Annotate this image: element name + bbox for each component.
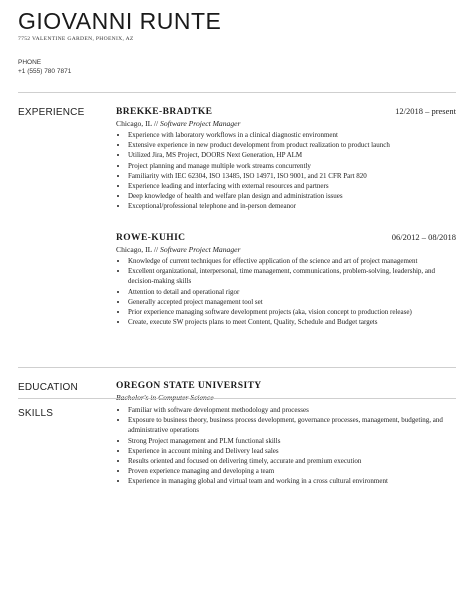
- company-name: BREKKE-BRADTKE: [116, 107, 213, 117]
- phone-label: PHONE: [18, 59, 42, 66]
- job-entry: [116, 106, 456, 212]
- section-divider: [18, 92, 456, 93]
- list-item: • Extensive experience in new product development from product realization to product launch: [128, 140, 456, 150]
- list-item: • Knowledge of current techniques for effective application of the science and art of project management: [128, 256, 456, 266]
- list-item: • Attention to detail and operational rigor: [128, 287, 456, 297]
- company-name: ROWE-KUHIC: [116, 233, 186, 243]
- list-item: • Experience in managing global and virtual team and working in a cross cultural environment: [128, 476, 456, 486]
- candidate-name: GIOVANNI RUNTE: [18, 8, 222, 34]
- phone-number: +1 (555) 780 7871: [18, 68, 72, 75]
- education-heading: EDUCATION: [18, 382, 78, 393]
- job-dates: 12/2018 – present: [395, 106, 456, 116]
- list-item: • Experience with laboratory workflows in a clinical diagnostic environment: [128, 130, 456, 140]
- list-item: • Experience leading and interfacing with external resources and partners: [128, 181, 456, 191]
- job-role: Software Project Manager: [160, 119, 241, 128]
- experience-heading: EXPERIENCE: [18, 107, 85, 118]
- list-item: • Proven experience managing and developing a team: [128, 466, 456, 476]
- job-location-role: [116, 245, 456, 254]
- job-location: Chicago, IL //: [116, 245, 159, 254]
- list-item: • Create, execute SW projects plans to meet Content, Quality, Schedule and Budget targets: [128, 317, 456, 327]
- job-bullets: [116, 130, 456, 212]
- degree: Bachelor's in Computer Science: [116, 393, 214, 402]
- list-item: • Deep knowledge of health and welfare plan design and administration issues: [128, 191, 456, 201]
- job-dates: 06/2012 – 08/2018: [391, 232, 456, 242]
- list-item: • Excellent organizational, interpersonal, time management, communications, problem-solving, leadership, and decision-making skills: [128, 266, 456, 286]
- job-role: Software Project Manager: [160, 245, 241, 254]
- job-location: Chicago, IL //: [116, 119, 159, 128]
- list-item: • Generally accepted project management tool set: [128, 297, 456, 307]
- skills-heading: SKILLS: [18, 408, 54, 419]
- list-item: • Strong Project management and PLM functional skills: [128, 436, 456, 446]
- list-item: • Utilized Jira, MS Project, DOORS Next Generation, HP ALM: [128, 150, 456, 160]
- job-entry: [116, 232, 456, 327]
- list-item: • Project planning and manage multiple work streams concurrently: [128, 161, 456, 171]
- list-item: • Results oriented and focused on delivering timely, accurate and premium execution: [128, 456, 456, 466]
- skills-bullets: [116, 405, 456, 487]
- section-divider: [18, 398, 456, 399]
- list-item: • Experience in account mining and Delivery lead sales: [128, 446, 456, 456]
- job-location-role: [116, 119, 456, 128]
- list-item: • Exposure to business theory, business process development, governance processes, management, budgeting, and administrative operations: [128, 415, 456, 435]
- list-item: • Familiar with software development methodology and processes: [128, 405, 456, 415]
- list-item: • Familiarity with IEC 62304, ISO 13485, ISO 14971, ISO 9001, and 21 CFR Part 820: [128, 171, 456, 181]
- job-bullets: [116, 256, 456, 327]
- list-item: • Prior experience managing software development projects (aka, vision concept to production release): [128, 307, 456, 317]
- skills-entry: [116, 405, 456, 487]
- list-item: • Exceptional/professional telephone and in-person demeanor: [128, 201, 456, 211]
- address: 7752 VALENTINE GARDEN, PHOENIX, AZ: [18, 36, 134, 42]
- section-divider: [18, 367, 456, 368]
- school-name: OREGON STATE UNIVERSITY: [116, 381, 262, 391]
